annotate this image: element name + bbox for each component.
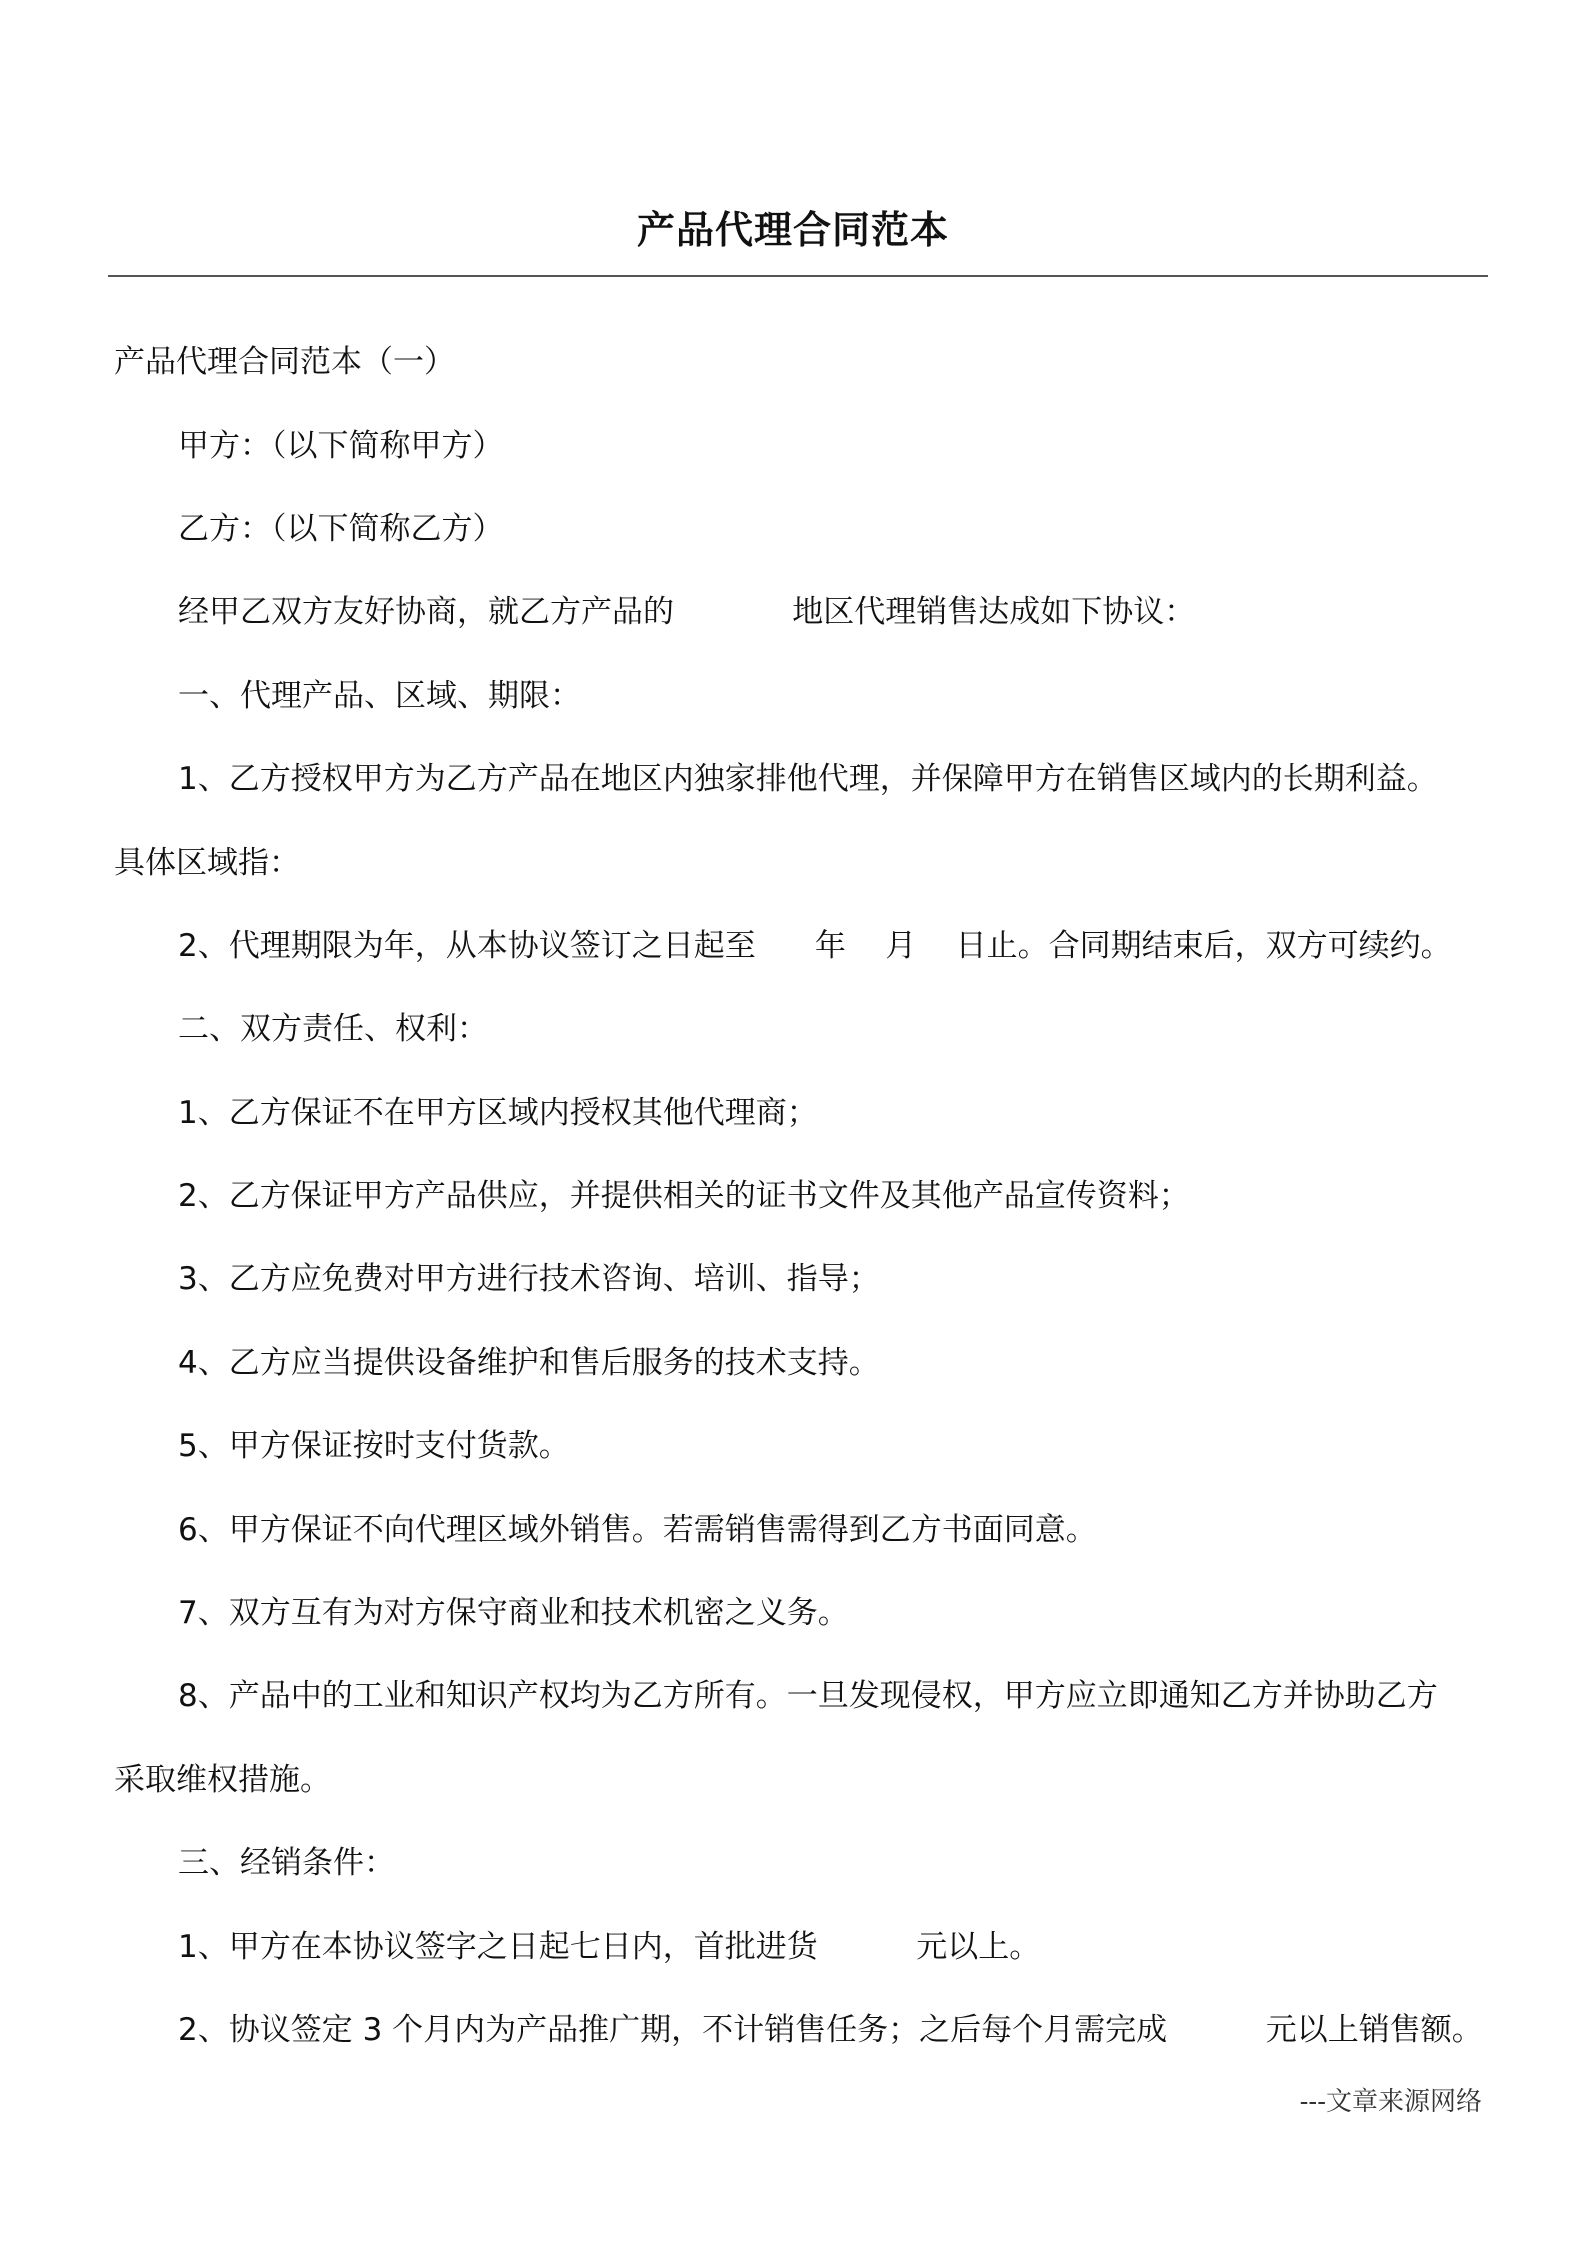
clause-heading: 一、代理产品、区域、期限： <box>178 678 581 714</box>
source-note: ---文章来源网络 <box>1299 2087 1482 2117</box>
title-divider <box>108 275 1488 277</box>
clause-line: 1、乙方授权甲方为乙方产品在地区内独家排他代理，并保障甲方在销售区域内的长期利益。 <box>178 761 1438 797</box>
clause-heading: 二、双方责任、权利： <box>178 1011 488 1047</box>
clause-line: 2、乙方保证甲方产品供应，并提供相关的证书文件及其他产品宣传资料； <box>178 1178 1190 1214</box>
clause-line: 采取维权措施。 <box>114 1762 331 1798</box>
clause-line: 3、乙方应免费对甲方进行技术咨询、培训、指导； <box>178 1261 880 1297</box>
preamble-line: 经甲乙双方友好协商，就乙方产品的 地区代理销售达成如下协议： <box>178 594 1196 630</box>
party-b-line: 乙方：（以下简称乙方） <box>178 511 504 547</box>
clause-heading: 三、经销条件： <box>178 1845 395 1881</box>
clause-line: 2、协议签定 3 个月内为产品推广期，不计销售任务；之后每个月需完成 元以上销售额。 <box>178 2012 1483 2048</box>
clause-line: 5、甲方保证按时支付货款。 <box>178 1428 570 1464</box>
clause-line: 4、乙方应当提供设备维护和售后服务的技术支持。 <box>178 1345 880 1381</box>
section-heading: 产品代理合同范本（一） <box>114 344 455 380</box>
clause-line: 7、双方互有为对方保守商业和技术机密之义务。 <box>178 1595 849 1631</box>
clause-line: 1、甲方在本协议签字之日起七日内，首批进货 元以上。 <box>178 1929 1041 1965</box>
document-title: 产品代理合同范本 <box>636 208 949 252</box>
clause-line: 8、产品中的工业和知识产权均为乙方所有。一旦发现侵权，甲方应立即通知乙方并协助乙方 <box>178 1678 1438 1714</box>
clause-line: 2、代理期限为年，从本协议签订之日起至 年 月 日止。合同期结束后，双方可续约。 <box>178 928 1452 964</box>
party-a-line: 甲方：（以下简称甲方） <box>178 428 504 464</box>
clause-line: 6、甲方保证不向代理区域外销售。若需销售需得到乙方书面同意。 <box>178 1512 1097 1548</box>
clause-line: 1、乙方保证不在甲方区域内授权其他代理商； <box>178 1095 818 1131</box>
clause-line: 具体区域指： <box>114 845 300 881</box>
